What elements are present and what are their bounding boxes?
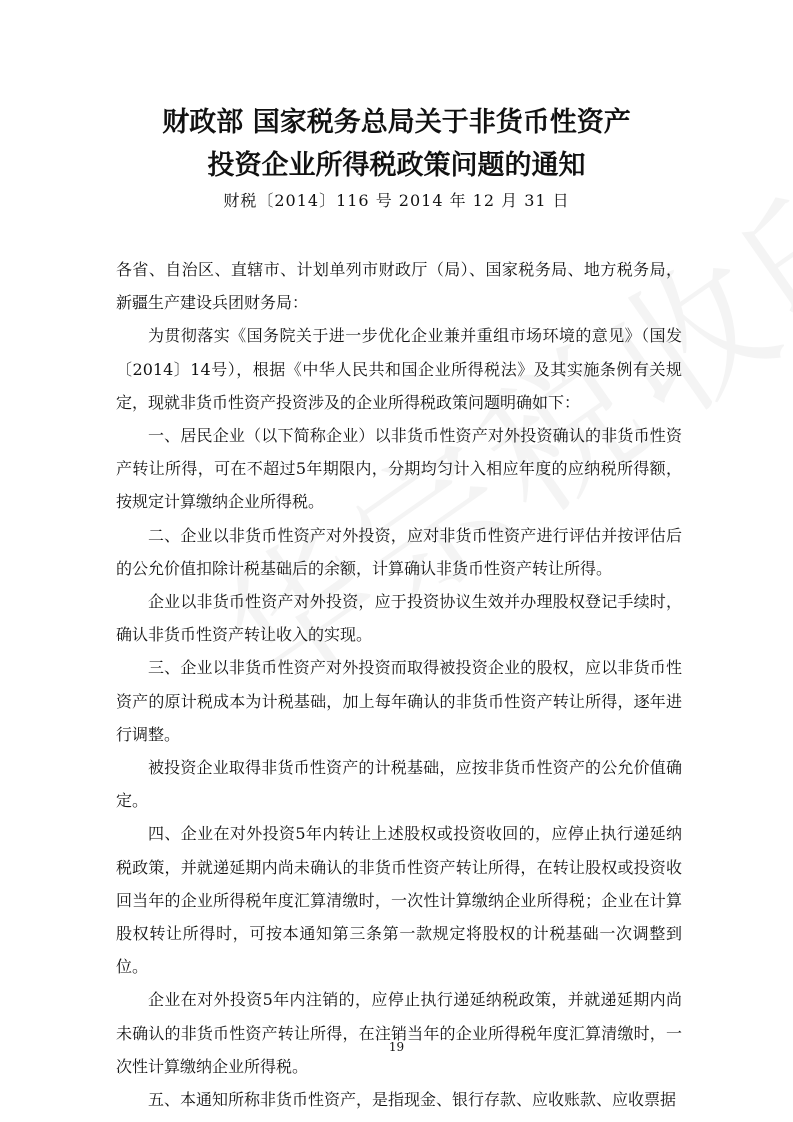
body-paragraph: 企业以非货币性资产对外投资，应于投资协议生效并办理股权登记手续时，确认非货币性资产转让收入的实现。	[116, 592, 682, 645]
title-line-1: 财政部 国家税务总局关于非货币性资产	[162, 107, 631, 138]
page-number: 19	[388, 1040, 405, 1054]
document-body	[116, 253, 682, 1116]
body-paragraph: 五、本通知所称非货币性资产，是指现金、银行存款、应收账款、应收票据	[148, 1090, 677, 1110]
body-paragraph: 三、企业以非货币性资产对外投资而取得被投资企业的股权，应以非货币性资产的原计税成本为计税基础，加上每年确认的非货币性资产转让所得，逐年进行调整。	[116, 658, 682, 744]
title-line-2: 投资企业所得税政策问题的通知	[207, 150, 586, 181]
document-number: 财税〔2014〕116 号 2014 年 12 月 31 日	[223, 191, 570, 210]
body-paragraph: 企业在对外投资5年内注销的，应停止执行递延纳税政策，并就递延期内尚未确认的非货币性资产转让所得，在注销当年的企业所得税年度汇算清缴时，一次性计算缴纳企业所得税。	[116, 990, 682, 1076]
body-paragraph: 为贯彻落实《国务院关于进一步优化企业兼并重组市场环境的意见》（国发〔2014〕14号），根据《中华人民共和国企业所得税法》及其实施条例有关规定，现就非货币性资产投资涉及的企业所得税政策问题明确如下：	[116, 326, 682, 412]
body-paragraph: 二、企业以非货币性资产对外投资，应对非货币性资产进行评估并按评估后的公允价值扣除计税基础后的余额，计算确认非货币性资产转让所得。	[116, 525, 682, 578]
addressee-paragraph: 各省、自治区、直辖市、计划单列市财政厅（局）、国家税务局、地方税务局，新疆生产建设兵团财务局：	[116, 260, 682, 313]
body-paragraph: 被投资企业取得非货币性资产的计税基础，应按非货币性资产的公允价值确定。	[116, 758, 682, 811]
body-paragraph: 四、企业在对外投资5年内转让上述股权或投资收回的，应停止执行递延纳税政策，并就递延期内尚未确认的非货币性资产转让所得，在转让股权或投资收回当年的企业所得税年度汇算清缴时，一次性计算缴纳企业所得税；企业在计算股权转让所得时，可按本通知第三条第一款规定将股权的计税基础一次调整到位。	[116, 824, 682, 977]
body-paragraph: 一、居民企业（以下简称企业）以非货币性资产对外投资确认的非货币性资产转让所得，可在不超过5年期限内，分期均匀计入相应年度的应纳税所得额，按规定计算缴纳企业所得税。	[116, 426, 682, 512]
